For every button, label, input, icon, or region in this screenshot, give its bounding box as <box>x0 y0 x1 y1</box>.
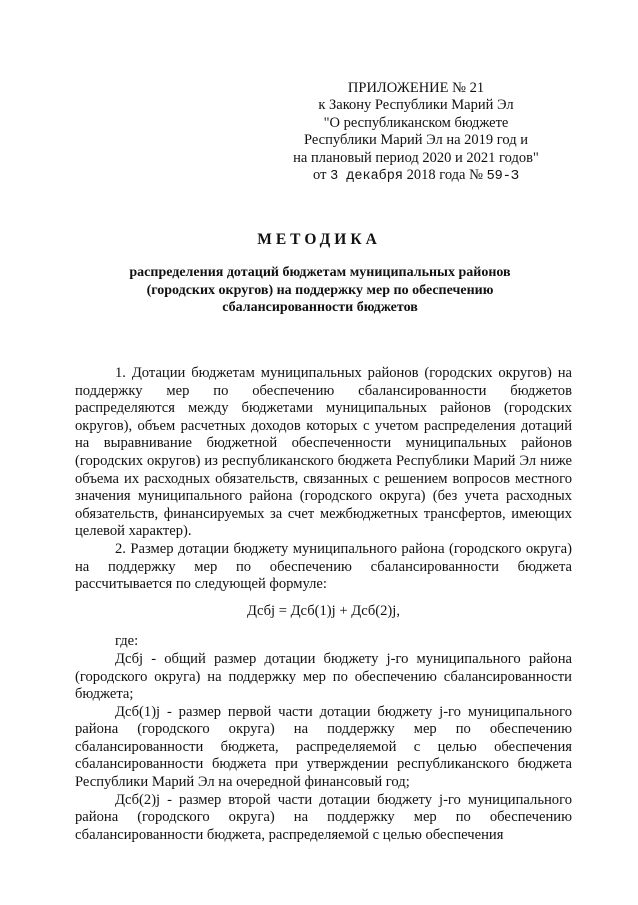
subtitle-line: (городских округов) на поддержку мер по обеспечению <box>146 282 494 298</box>
subtitle-line: распределения дотаций бюджетам муниципальных районов <box>129 265 511 280</box>
law-date: 3 декабря <box>330 169 403 185</box>
law-number: 59-З <box>486 169 519 185</box>
document-body <box>75 365 572 844</box>
appendix-header <box>276 80 556 185</box>
document-subtitle <box>100 264 540 317</box>
definition-dsb2j: Дсб(2)j - размер второй части дотации бюджету j-го муниципального района (городского округа) на поддержку мер по обеспечению сбалансированности бюджета, распределяемой с целью обеспечения <box>75 791 572 843</box>
appendix-line: Республики Марий Эл на 2019 год и <box>304 132 528 149</box>
definition-dsb1j: Дсб(1)j - размер первой части дотации бюджету j-го муниципального района (городского округа) на поддержку мер по обеспечению сбалансированности бюджета, распределяемой с целью обеспечения сбалансированности бюджета при утверждении республиканского бюджета Республики Марий Эл на очередной финансовый год; <box>75 703 572 791</box>
law-year: 2018 года № <box>406 167 483 184</box>
document-title: МЕТОДИКА <box>257 231 381 248</box>
appendix-line: к Закону Республики Марий Эл <box>318 97 514 114</box>
paragraph-2: 2. Размер дотации бюджету муниципального района (городского округа) на поддержку мер по обеспечению сбалансированности бюджета рассчитывается по следующей формуле: <box>75 540 572 593</box>
formula: Дсбj = Дсб(1)j + Дсб(2)j, <box>246 602 400 619</box>
date-prefix: от <box>313 167 327 184</box>
law-date-line <box>276 167 556 185</box>
appendix-line: ПРИЛОЖЕНИЕ № 21 <box>347 80 485 96</box>
appendix-line: "О республиканском бюджете <box>323 114 509 131</box>
appendix-line: на плановый период 2020 и 2021 годов" <box>293 149 539 166</box>
paragraph-1: 1. Дотации бюджетам муниципальных районов (городских округов) на поддержку мер по обеспечению сбалансированности бюджетов распределяются между бюджетами муниципальных районов (городских округов), объем расчетных доходов которых с учетом распределения дотаций на выравнивание бюджетной обеспеченности муниципальных районов (городских округов) из республиканского бюджета Республики Марий Эл ниже объема их расходных обязательств, связанных с решением вопросов местного значения муниципального района (городского округа) (без учета расходных обязательств, финансируемых за счет межбюджетных трансфертов, имеющих целевой характер). <box>75 365 572 540</box>
where-label: где: <box>115 633 139 650</box>
definition-dsbj: Дсбj - общий размер дотации бюджету j-го муниципального района (городского округа) на поддержку мер по обеспечению сбалансированности бюджета; <box>75 650 572 703</box>
subtitle-line: сбалансированности бюджетов <box>222 300 418 315</box>
